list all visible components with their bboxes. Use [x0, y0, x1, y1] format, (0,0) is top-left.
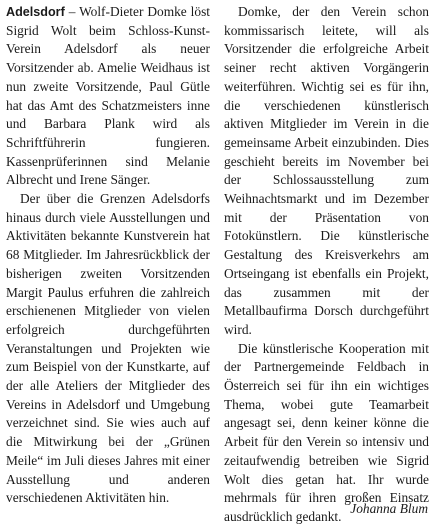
paragraph-text: Wolf-Dieter Domke löst Sigrid Wolt beim Schloss-Kunst-Verein Adelsdorf als neuer Vorsitzender ab. Amelie Weidhaus ist nun zweite Vorsitzende, Paul Gütle hat das Amt des Schatzmeisters inne und Barbara Plank wird als Schriftführerin fungieren. Kassenprüferinnen sind Melanie Albrecht und Irene Sänger.: [6, 4, 210, 188]
dateline-dash: –: [64, 4, 80, 19]
article-paragraph: Der über die Grenzen Adelsdorfs hinaus durch viele Ausstellungen und Aktivitäten bekannte Kunstverein hat 68 Mitglieder. Im Jahresrückblick der bisherigen zweiten Vorsitzenden Margit Paulus erfuhren die zahlreich erschienenen Mitglieder von vielen erfolgreich durchgeführten Veranstaltungen und Projekten wie zum Beispiel von der Kunstkarte, auf der alle Ateliers der Mitglieder des Vereins in Adelsdorf und Umgebung verzeichnet sind. Sie wies auch auf die Mitwirkung bei der „Grünen Meile“ im Juli dieses Jahres mit einer Ausstellung und anderen verschiedenen Aktivitäten hin.: [6, 191, 210, 506]
article-paragraph: Die künstlerische Kooperation mit der Partnergemeinde Feldbach in Österreich sei für ihn ein wichtiges Thema, wobei gute Teamarbeit angesagt sei, denn keiner könne die Arbeit für den Verein so intensiv und zeitaufwendig betreiben wie Sigrid Wolt dies getan hat. Ihr wurde mehrmals für ihren großen Einsatz ausdrücklich gedankt.: [224, 340, 429, 524]
article-paragraph: [6, 3, 210, 190]
article-paragraph: Domke, der den Verein schon kommissarisch leitete, will als Vorsitzender die erfolgreiche Arbeit seiner recht aktiven Vorgängerin weiterführen. Wichtig sei es für ihn, die verschiedenen künstlerisch aktiven Mitglieder im Verein in die gemeinsame Arbeit einzubinden. Dies geschieht bereits im November bei der Schlossausstellung zum Weihnachtsmarkt und im Dezember mit der Präsentation von Fotokünstlern. Die künstlerische Gestaltung des Kreisverkehrs am Ortseingang ist ebenfalls ein Projekt, das zusammen mit der Metallbaufirma Dorsch durchgeführt wird.: [224, 4, 429, 337]
author-byline: Johanna Blum: [350, 501, 428, 516]
article-column-right: [224, 3, 429, 527]
dateline: Adelsdorf: [6, 5, 65, 19]
article-column-left: [6, 3, 210, 508]
